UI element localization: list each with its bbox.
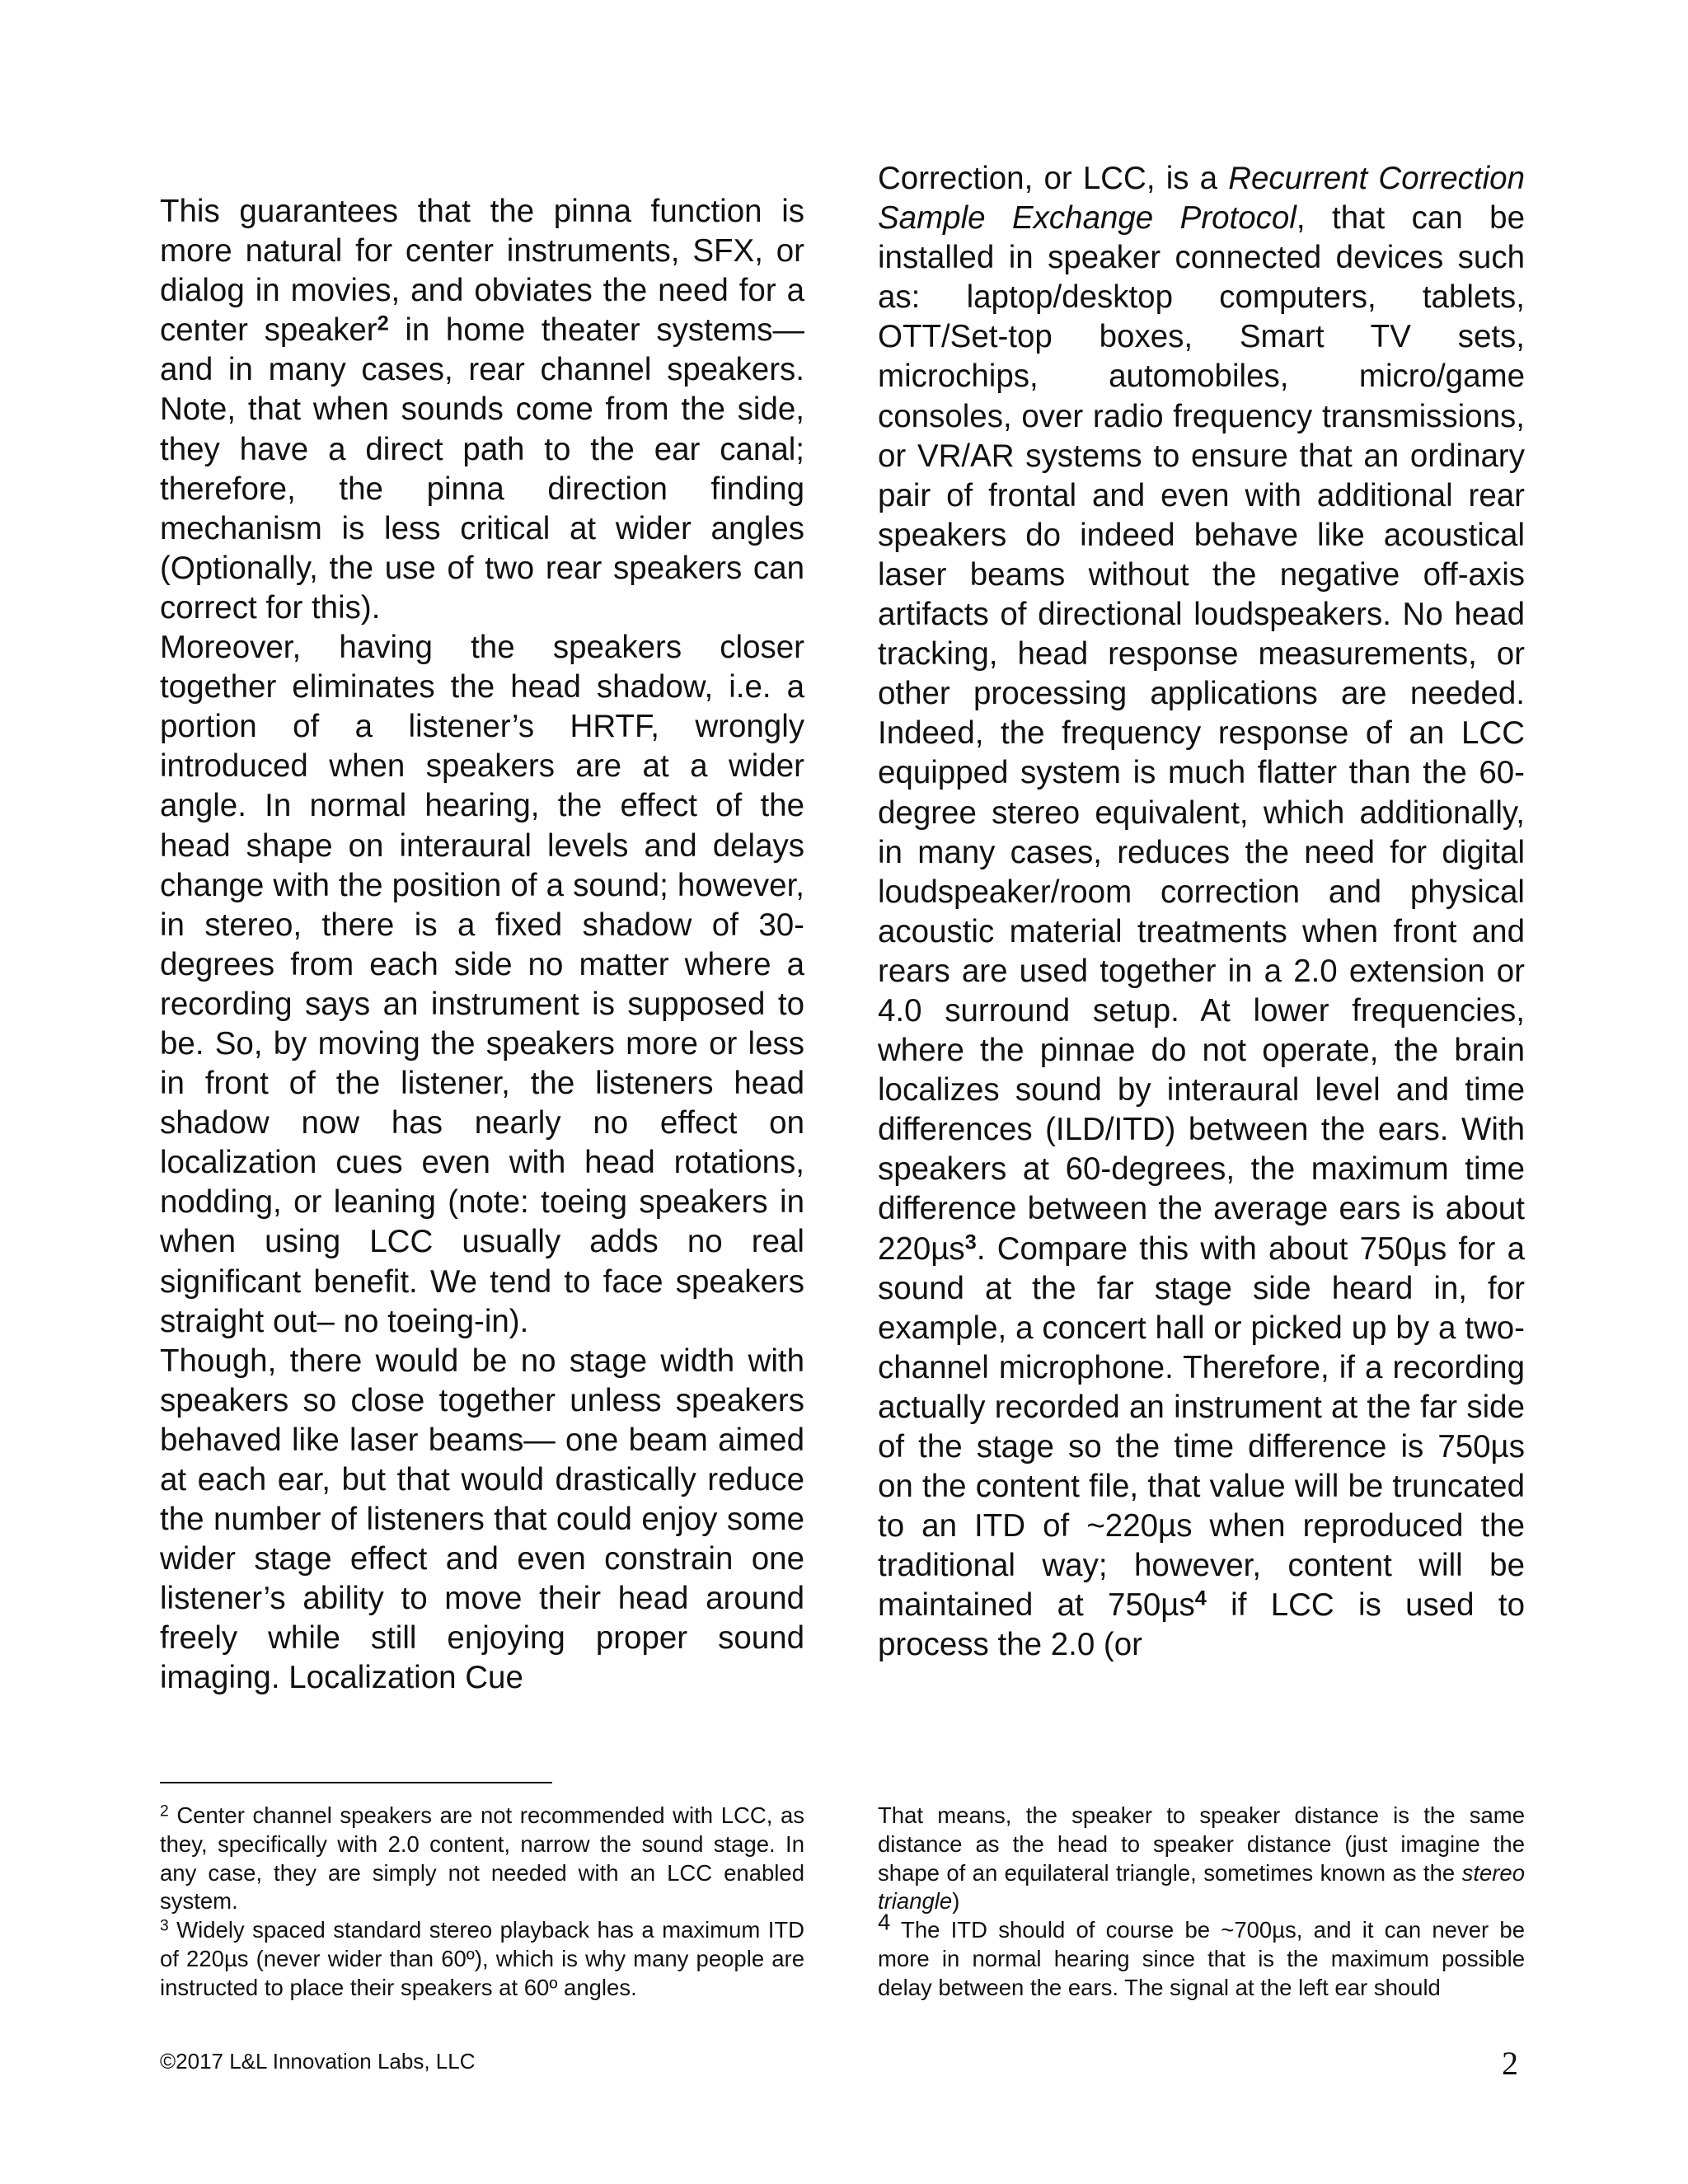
footnotes-right bbox=[878, 1802, 1525, 2003]
left-column bbox=[160, 192, 804, 1699]
footnote-3 bbox=[160, 1916, 804, 2002]
footnote-ref-2: 2 bbox=[377, 312, 389, 335]
paragraph-text: . Compare this with about 750µs for a sound at the far stage side heard in, for example, a concert hall or picked up by a two-channel microphone. Therefore, if a recording actually recorded an instrument at the far side of the stage so the time difference is 750µs on the content file, that value will be truncated to an ITD of ~220µs when reproduced the traditional way; however, content will be maintained at 750µs bbox=[878, 1230, 1525, 1624]
paragraph-head-shadow: Moreover, having the speakers closer together eliminates the head shadow, i.e. a portion of a listener’s HRTF, wrongly introduced when speakers are at a wider angle. In normal hearing, the effect of the head shape on interaural levels and delays change with the position of a sound; however, in stereo, there is a fixed shadow of 30-degrees from each side no matter where a recording says an instrument is supposed to be. So, by moving the speakers more or less in front of the listener, the listeners head shadow now has nearly no effect on localization cues even with head rotations, nodding, or leaning (note: toeing speakers in when using LCC usually adds no real significant benefit. We tend to face speakers straight out– no toeing-in). bbox=[160, 630, 804, 1339]
footnote-mark: 3 bbox=[160, 1917, 169, 1935]
paragraph-text: if LCC is used to process the 2.0 (or bbox=[878, 1587, 1525, 1663]
paragraph-lcc bbox=[878, 159, 1525, 1666]
footnote-mark: 2 bbox=[160, 1802, 169, 1821]
footnote-text: Widely spaced standard stereo playback has a maximum ITD of 220µs (never wider than 60º), which is why many people are instructed to place their speakers at 60º angles. bbox=[160, 1917, 804, 2000]
footnote-ref-4: 4 bbox=[1194, 1586, 1207, 1610]
footnote-4 bbox=[878, 1909, 1525, 2002]
footnote-text: Center channel speakers are not recommended with LCC, as they, specifically with 2.0 content, narrow the sound stage. In any case, they are simply not needed with an LCC enabled system. bbox=[160, 1802, 804, 1915]
paragraph-text: Correction, or LCC, is a bbox=[878, 161, 1229, 196]
copyright-notice: ©2017 L&L Innovation Labs, LLC bbox=[160, 2049, 476, 2074]
footnote-2 bbox=[160, 1802, 804, 1916]
paragraph-text: This guarantees that the pinna function is more natural for center instruments, SFX, or dialog in movies, and obviates the need for a center speaker bbox=[160, 194, 804, 349]
right-column bbox=[878, 159, 1525, 1666]
paragraph-laser-beams: Though, there would be no stage width with speakers so close together unless speakers behaved like laser beams— one beam aimed at each ear, but that would drastically reduce the number of listeners that could enjoy some wider stage effect and even constrain one listener’s ability to move their head around freely while still enjoying proper sound imaging. Localization Cue bbox=[160, 1343, 804, 1696]
page-number: 2 bbox=[1502, 2045, 1518, 2082]
footnote-mark: 4 bbox=[878, 1909, 891, 1935]
footnotes-left bbox=[160, 1802, 804, 2003]
footnote-text: That means, the speaker to speaker distance is the same distance as the head to speaker distance (just imagine the shape of an equilateral triangle, sometimes known as the bbox=[878, 1802, 1525, 1886]
italic-term: stereo triangle bbox=[878, 1859, 1525, 1915]
footnote-text: The ITD should of course be ~700µs, and it can never be more in normal hearing since that is the maximum possible delay between the ears. The signal at the left ear should bbox=[878, 1917, 1525, 2000]
paragraph-text: , that can be installed in speaker connected devices such as: laptop/desktop computers, tablets, OTT/Set-top boxes, Smart TV sets, microchips, automobiles, micro/game consoles, over radio frequency transmissions, or VR/AR systems to ensure that an ordinary pair of frontal and even with additional rear speakers do indeed behave like acoustical laser beams without the negative off-axis artifacts of directional loudspeakers. No head tracking, head response measurements, or other processing applications are needed. Indeed, the frequency response of an LCC equipped system is much flatter than the 60-degree stereo equivalent, which additionally, in many cases, reduces the need for digital loudspeaker/room correction and physical acoustic material treatments when front and rears are used together in a 2.0 extension or 4.0 surround setup. At lower frequencies, where the pinnae do not operate, the brain localizes sound by interaural level and time differences (ILD/ITD) between the ears. With speakers at 60-degrees, the maximum time difference between the average ears is about 220µs bbox=[878, 200, 1526, 1267]
footnote-separator bbox=[160, 1782, 552, 1783]
paragraph-text: in home theater systems— and in many cases, rear channel speakers. Note, that when sounds come from the side, they have a direct path to the ear canal; therefore, the pinna direction finding mechanism is less critical at wider angles (Optionally, the use of two rear speakers can correct for this). bbox=[160, 312, 804, 626]
footnote-text: ) bbox=[952, 1888, 960, 1915]
footnote-ref-3: 3 bbox=[964, 1230, 977, 1254]
footnote-continuation bbox=[878, 1802, 1525, 1916]
italic-term: Recurrent Correction Sample Exchange Protocol bbox=[878, 161, 1526, 237]
paragraph-pinna bbox=[160, 192, 804, 628]
